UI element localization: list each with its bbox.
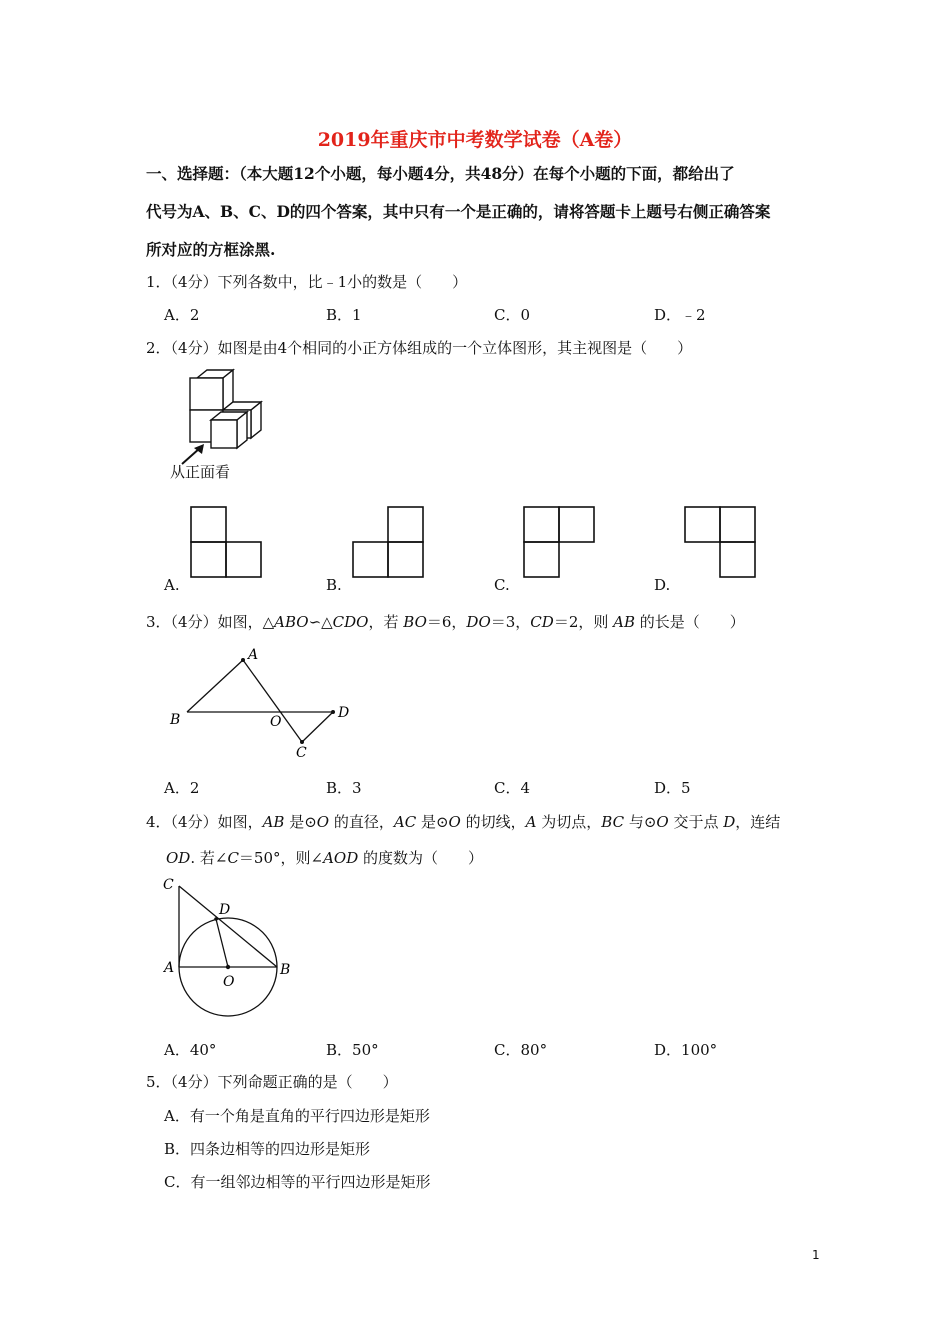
q4-term-d: D (723, 813, 736, 831)
q4-option-a: A．40° (164, 1041, 217, 1059)
question-5-stem: 5．（4分）下列命题正确的是（ ） (146, 1073, 398, 1091)
q2-figure-caption: 从正面看 (170, 463, 231, 481)
q2-option-b: B. (326, 576, 342, 594)
q4-text-2: 是⊙ (284, 813, 317, 831)
q3-term-cd: CD (530, 613, 554, 631)
q4-term-o-3: O (656, 813, 669, 831)
q3-label-d: D (338, 705, 350, 721)
q1-option-c: C．0 (494, 306, 531, 324)
q4-term-o-2: O (448, 813, 461, 831)
q4-label-c: C (163, 877, 174, 893)
q3-option-c: C．4 (494, 779, 531, 797)
q4-text-l2-5: 的度数为（ ） (358, 849, 484, 867)
page-title: 2019年重庆市中考数学试卷（A卷） (317, 129, 633, 151)
question-3-stem (146, 612, 745, 632)
q1-option-a: A．2 (164, 306, 200, 324)
q4-circle-figure (160, 872, 300, 1022)
q4-text-l2-3: ＝50°，则∠ (238, 849, 324, 867)
q2-option-c: C. (494, 576, 510, 594)
q3-label-b: B (170, 712, 181, 728)
q2-option-a-view (190, 506, 262, 578)
q4-label-o: O (223, 974, 235, 990)
section-instructions-line-1: 一、选择题：（本大题12个小题，每小题4分，共48分）在每个小题的下面，都给出了 (146, 164, 735, 183)
q2-option-c-view (523, 506, 595, 578)
q3-option-a: A．2 (164, 779, 200, 797)
q3-similar-sign: ∽△ (308, 613, 333, 631)
q1-option-b: B．1 (326, 306, 362, 324)
q4-text-8: 的切线， (460, 813, 526, 831)
question-2-stem: 2．（4分）如图是由4个相同的小正方体组成的一个立体图形，其主视图是（ ） (146, 339, 693, 357)
q3-triangle-figure (165, 643, 365, 761)
q3-term-bo: BO (403, 613, 427, 631)
q3-option-d: D．5 (654, 779, 691, 797)
q3-term-ab: AB (613, 613, 635, 631)
q3-label-a: A (248, 647, 259, 663)
q3-term-do: DO (466, 613, 491, 631)
q3-term-cdo: CDO (332, 613, 369, 631)
q2-cube-figure (185, 368, 270, 448)
question-4-stem-line-2 (166, 848, 483, 868)
q4-text-16: ，连结 (735, 813, 781, 831)
q3-stem-prefix: 3．（4分）如图，△ (146, 613, 275, 631)
q4-term-od: OD (166, 849, 191, 867)
q4-term-ac: AC (393, 813, 417, 831)
q1-option-d: D．﹣2 (654, 306, 706, 324)
q3-text-do-value: ＝3， (490, 613, 531, 631)
q5-option-c: C．有一组邻边相等的平行四边形是矩形 (164, 1173, 431, 1191)
q4-text-10: 为切点， (536, 813, 602, 831)
q4-term-ab: AB (262, 813, 285, 831)
q3-text-bo-value: ＝6， (426, 613, 467, 631)
q2-option-a: A. (164, 576, 180, 594)
q4-label-a: A (164, 960, 175, 976)
q5-option-a: A．有一个角是直角的平行四边形是矩形 (164, 1107, 430, 1125)
q4-term-aod: AOD (323, 849, 359, 867)
q3-option-b: B．3 (326, 779, 362, 797)
q3-text-if: ，若 (368, 613, 404, 631)
question-4-stem-line-1 (146, 812, 780, 832)
q4-text-l2-1: . 若∠ (190, 849, 228, 867)
q3-label-o: O (270, 714, 282, 730)
q4-term-c: C (227, 849, 239, 867)
page-number: 1 (812, 1248, 820, 1262)
q4-option-b: B．50° (326, 1041, 379, 1059)
section-instructions-line-2: 代号为A、B、C、D的四个答案，其中只有一个是正确的，请将答题卡上题号右侧正确答案 (146, 202, 771, 221)
q4-label-b: B (280, 962, 291, 978)
q4-term-a: A (525, 813, 537, 831)
q2-option-d: D. (654, 576, 671, 594)
q4-term-bc: BC (601, 813, 625, 831)
q4-option-c: C．80° (494, 1041, 548, 1059)
q3-term-abo: ABO (274, 613, 309, 631)
q3-text-cd-value: ＝2，则 (553, 613, 614, 631)
q4-option-d: D．100° (654, 1041, 718, 1059)
section-instructions-line-3: 所对应的方框涂黑. (146, 240, 276, 259)
q4-text-14: 交于点 (668, 813, 724, 831)
q4-text-4: 的直径， (329, 813, 394, 831)
q4-term-o-1: O (316, 813, 330, 831)
q3-text-ending: 的长是（ ） (634, 613, 745, 631)
q4-text-0: 4．（4分）如图， (146, 813, 263, 831)
q5-option-b: B．四条边相等的四边形是矩形 (164, 1140, 371, 1158)
q2-option-b-view (352, 506, 424, 578)
q4-text-12: 与⊙ (624, 813, 657, 831)
q3-label-c: C (296, 745, 307, 761)
question-1-stem: 1．（4分）下列各数中，比﹣1小的数是（ ） (146, 273, 468, 291)
q4-label-d: D (219, 902, 231, 918)
q2-option-d-view (684, 506, 756, 578)
q4-text-6: 是⊙ (416, 813, 449, 831)
